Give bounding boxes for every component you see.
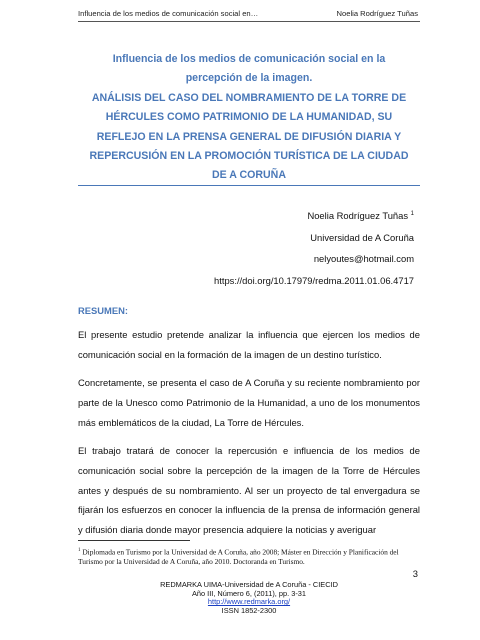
running-header-title: Influencia de los medios de comunicación social en… [78, 9, 259, 18]
footer-journal: REDMARKA UIMA-Universidad de A Coruña - CIECID [160, 580, 338, 589]
footer-issue: Año III, Número 6, (2011), pp. 3-31 [191, 588, 307, 598]
title-line: Influencia de los medios de comunicación social en la [112, 53, 386, 65]
title-line: REFLEJO EN LA PRENSA GENERAL DE DIFUSIÓN DIARIA Y [96, 130, 402, 143]
title-line: ANÁLISIS DEL CASO DEL NOMBRAMIENTO DE LA TORRE DE [91, 91, 407, 104]
author-name-line [214, 204, 414, 227]
author-name: Noelia Rodríguez Tuñas [307, 210, 409, 222]
abstract-paragraph: El presente estudio pretende analizar la influencia que ejercen los medios de comunicación social en la formación de la imagen de un destino turístico. [78, 329, 420, 360]
running-header-author: Noelia Rodríguez Tuñas [336, 9, 418, 18]
footer-issn: ISSN 1852-2300 [221, 605, 277, 615]
footnote-rule [78, 540, 190, 541]
author-block [214, 204, 414, 291]
author-affiliation: Universidad de A Coruña [310, 231, 414, 243]
paper-title [78, 50, 420, 186]
author-email[interactable]: nelyoutes@hotmail.com [313, 253, 414, 265]
doi-link[interactable]: https://doi.org/10.17979/redma.2011.01.06.4717 [214, 274, 414, 286]
abstract-paragraph: El trabajo tratará de conocer la repercusión e influencia de los medios de comunicación social sobre la percepción de la imagen de la Torre de Hércules antes y después de su nombramiento. Al ser un proyecto de tal envergadura se fijarán los esfuerzos en conocer la influencia de la prensa de información general y difusión diaria donde mayor presencia adquiere la noticias y averiguar [78, 445, 420, 536]
page-footer [78, 581, 420, 615]
abstract-paragraph: Concretamente, se presenta el caso de A Coruña y su reciente nombramiento por parte de la Unesco como Patrimonio de la Humanidad, a uno de los monumentos más emblemáticos de la ciudad, La Torre de Hércules. [78, 377, 420, 428]
title-line: REPERCUSIÓN EN LA PROMOCIÓN TURÍSTICA DE LA CIUDAD [89, 150, 409, 163]
footnote-marker[interactable]: 1 [410, 211, 414, 217]
title-line: percepción de la imagen. [185, 72, 313, 85]
footnote [78, 546, 420, 567]
footnote-number: 1 [78, 548, 81, 553]
footer-link[interactable]: http://www.redmarka.org/ [207, 597, 291, 607]
header-rule [78, 21, 420, 22]
footnote-text: Diplomada en Turismo por la Universidad de A Coruña, año 2008; Máster en Dirección y Planificación del Turismo por la Universidad de A Coruña, año 2010. Doctoranda en Turismo. [78, 547, 399, 567]
title-line: HÉRCULES COMO PATRIMONIO DE LA HUMANIDAD, SU [105, 111, 393, 124]
title-rule [78, 185, 420, 186]
page-number: 3 [412, 568, 418, 579]
title-line: DE A CORUÑA [212, 169, 286, 182]
abstract-heading: RESUMEN: [78, 305, 129, 316]
